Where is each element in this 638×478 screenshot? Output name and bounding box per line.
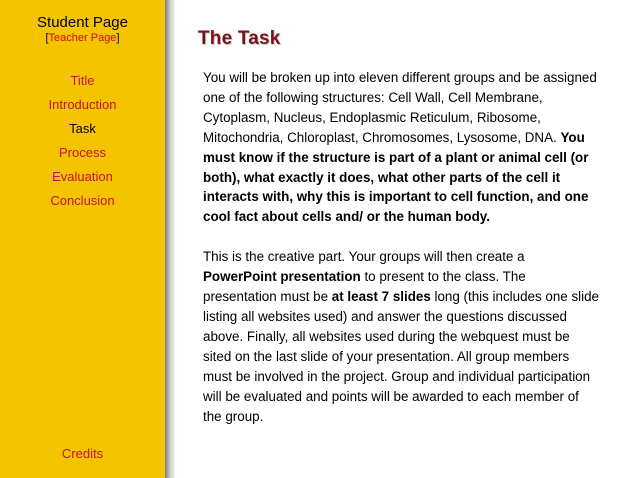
nav-item-task: Task bbox=[69, 121, 96, 136]
p2-text-1: This is the creative part. Your groups will then create a bbox=[203, 249, 525, 265]
nav-item-evaluation[interactable]: Evaluation bbox=[52, 169, 113, 184]
sidebar bbox=[0, 0, 165, 478]
sidebar-shadow bbox=[165, 0, 175, 478]
nav-item-title[interactable]: Title bbox=[70, 73, 95, 88]
page-title: The Task bbox=[198, 28, 281, 49]
p2-bold-powerpoint: PowerPoint presentation bbox=[203, 269, 361, 285]
task-content bbox=[203, 68, 601, 426]
p1-text: You will be broken up into eleven different groups and be assigned one of the following structures: Cell Wall, Cell Membrane, Cytoplasm, Nucleus, Endoplasmic Reticulum, Ribosome, Mitochondria, Chloroplast, Chromosomes, Lysosome, DNA. bbox=[203, 70, 597, 145]
teacher-page-link[interactable]: Teacher Page bbox=[48, 32, 117, 44]
task-paragraph-1 bbox=[203, 68, 601, 227]
teacher-close-bracket: ] bbox=[116, 32, 120, 44]
nav-item-introduction[interactable]: Introduction bbox=[48, 97, 117, 112]
task-paragraph-2 bbox=[203, 247, 601, 426]
p2-bold-slides: at least 7 slides bbox=[331, 289, 431, 305]
sidebar-nav bbox=[0, 72, 165, 216]
student-page-label: Student Page bbox=[37, 14, 128, 31]
teacher-page-line bbox=[0, 32, 165, 44]
nav-item-process[interactable]: Process bbox=[59, 145, 106, 160]
p2-text-3: long (this includes one slide listing all websites used) and answer the questions discussed above. Finally, all websites used during the webquest must be sited on the last slide of your presentation. All group members must be involved in the project. Group and individual participation will be evaluated and points will be awarded to each member of the group. bbox=[203, 289, 600, 424]
p1-bold: You must know if the structure is part of a plant or animal cell (or both), what exactly it does, what other parts of the cell it interacts with, why this is important to cell function, and one cool fact about cells and/ or the human body. bbox=[203, 129, 589, 225]
teacher-open-bracket: [ bbox=[45, 32, 49, 44]
nav-item-credits[interactable]: Credits bbox=[61, 446, 104, 461]
p2-text-2: to present to the class. The presentation must be bbox=[203, 269, 526, 305]
nav-item-conclusion[interactable]: Conclusion bbox=[50, 193, 115, 208]
